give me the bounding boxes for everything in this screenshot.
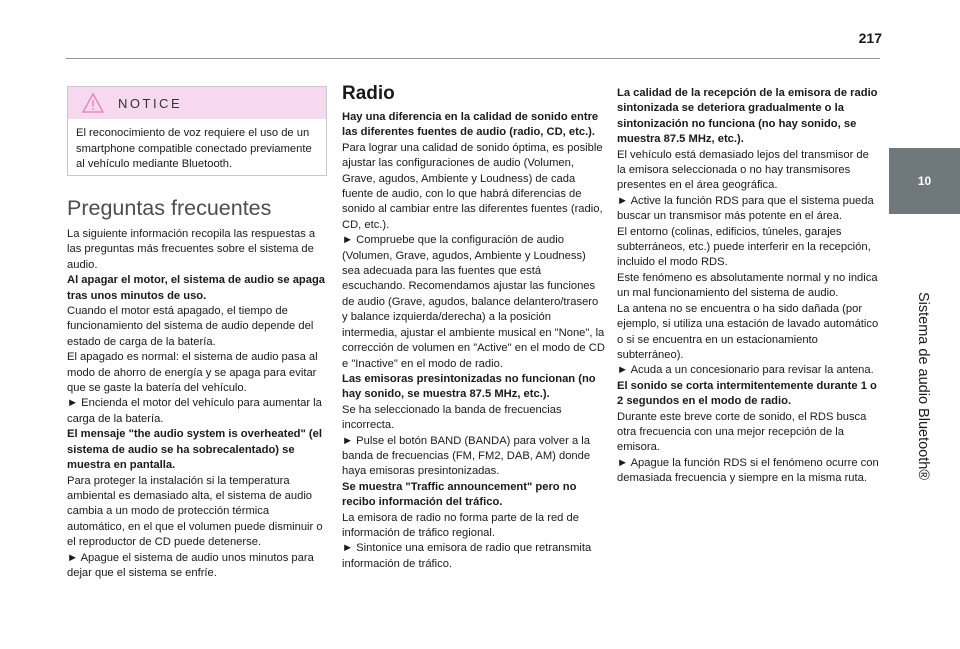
page-number: 217 (858, 30, 882, 46)
faq-question: Al apagar el motor, el sistema de audio se apaga tras unos minutos de uso. (67, 274, 326, 302)
faq-action: ► Encienda el motor del vehículo para aumentar la carga de la batería. (67, 397, 322, 425)
faq-answer: Para proteger la instalación si la temperatura ambiental es demasiado alta, el sistema de audio cambia a un modo de protección térmica automático, en el que el volumen puede disminuir o el reproductor de CD puede detenerse. (67, 474, 323, 549)
radio-answer: La emisora de radio no forma parte de la red de información de tráfico regional. (342, 511, 579, 539)
chapter-number: 10 (917, 174, 932, 188)
reception-answer: Durante este breve corte de sonido, el RDS busca otra frecuencia con una mejor recepción de la emisora. (617, 410, 867, 454)
reception-action: ► Acuda a un concesionario para revisar la antena. (617, 364, 874, 377)
notice-header (68, 87, 326, 119)
notice-box (67, 86, 327, 176)
chapter-title: Sistema de audio Bluetooth® (915, 291, 931, 481)
notice-title: NOTICE (118, 95, 183, 111)
reception-answer: El vehículo está demasiado lejos del transmisor de la emisora seleccionada o no hay transmisores presentes en el área geográfica. (617, 148, 869, 192)
radio-question: Se muestra "Traffic announcement" pero no recibo información del tráfico. (342, 480, 577, 509)
top-divider (66, 58, 880, 59)
radio-action: ► Compruebe que la configuración de audio (Volumen, Grave, agudos, Ambiente y Loudness) sea adecuada para las fuentes que está escuchando. Recomendamos ajustar las funciones de audio (Grave, agudos, balance delantero/trasero y balance izquierda/derecha) a la posición intermedia, ajustar el ambiente musical en "None", la corrección de volumen en "Active" en el modo de CD e "Inactive" en el modo de radio. (342, 234, 605, 370)
radio-question: Las emisoras presintonizadas no funcionan (no hay sonido, se muestra 87.5 MHz, etc.). (342, 372, 596, 401)
reception-action: ► Apague la función RDS si el fenómeno ocurre con demasiada frecuencia y siempre en la misma ruta. (617, 456, 879, 485)
faq-question: El mensaje "the audio system is overheated" (el sistema de audio se ha sobrecalentado) se muestra en pantalla. (67, 428, 322, 472)
radio-column (342, 110, 605, 572)
notice-text: El reconocimiento de voz requiere el uso de un smartphone compatible conectado previamente al vehículo mediante Bluetooth. (76, 127, 312, 170)
radio-action: ► Pulse el botón BAND (BANDA) para volver a la banda de frecuencias (FM, FM2, DAB, AM) donde haya emisoras presintonizadas. (342, 434, 591, 478)
radio-answer: Se ha seleccionado la banda de frecuencias incorrecta. (342, 403, 562, 432)
reception-question: El sonido se corta intermitentemente durante 1 o 2 segundos en el modo de radio. (617, 379, 877, 408)
radio-action: ► Sintonice una emisora de radio que retransmita información de tráfico. (342, 542, 592, 570)
warning-icon (82, 93, 104, 113)
reception-question: La calidad de la recepción de la emisora de radio sintonizada se deteriora gradualmente o la sintonización no funciona (no hay sonido, se muestra 87.5 MHz, etc.). (617, 87, 878, 146)
faq-action: ► Apague el sistema de audio unos minutos para dejar que el sistema se enfríe. (67, 551, 314, 579)
faq-column (67, 227, 329, 581)
faq-intro: La siguiente información recopila las respuestas a las preguntas más frecuentes sobre el sistema de audio. (67, 228, 316, 271)
reception-answer: La antena no se encuentra o ha sido dañada (por ejemplo, si utiliza una estación de lavado automático o si se encuentra en un estacionamiento subterráneo). (617, 302, 879, 361)
reception-answer: El entorno (colinas, edificios, túneles, garajes subterráneos, etc.) puede interferir en la recepción, incluido el modo RDS. (617, 225, 871, 269)
reception-column (617, 86, 879, 487)
radio-answer: Para lograr una calidad de sonido óptima, es posible ajustar las configuraciones de audio (Volumen, Grave, agudos, Ambiente y Loudness) de cada fuente de audio, con lo que habrá diferencias de sonido al cambiar entre las diferentes fuentes (radio, CD, etc.). (342, 141, 603, 231)
radio-heading: Radio (342, 83, 395, 104)
faq-heading: Preguntas frecuentes (67, 196, 272, 220)
chapter-tab (889, 148, 960, 214)
faq-answer: El apagado es normal: el sistema de audio pasa al modo de ahorro de energía y se apaga para evitar que se gaste la batería del vehículo. (67, 351, 318, 395)
reception-answer: Este fenómeno es absolutamente normal y no indica un mal funcionamiento del sistema de audio. (617, 271, 878, 300)
radio-question: Hay una diferencia en la calidad de sonido entre las diferentes fuentes de audio (radio, CD, etc.). (342, 111, 599, 139)
faq-answer: Cuando el motor está apagado, el tiempo de funcionamiento del sistema de audio depende del estado de carga de la batería. (67, 305, 314, 348)
reception-action: ► Active la función RDS para que el sistema pueda buscar un transmisor más potente en el área. (617, 194, 874, 223)
